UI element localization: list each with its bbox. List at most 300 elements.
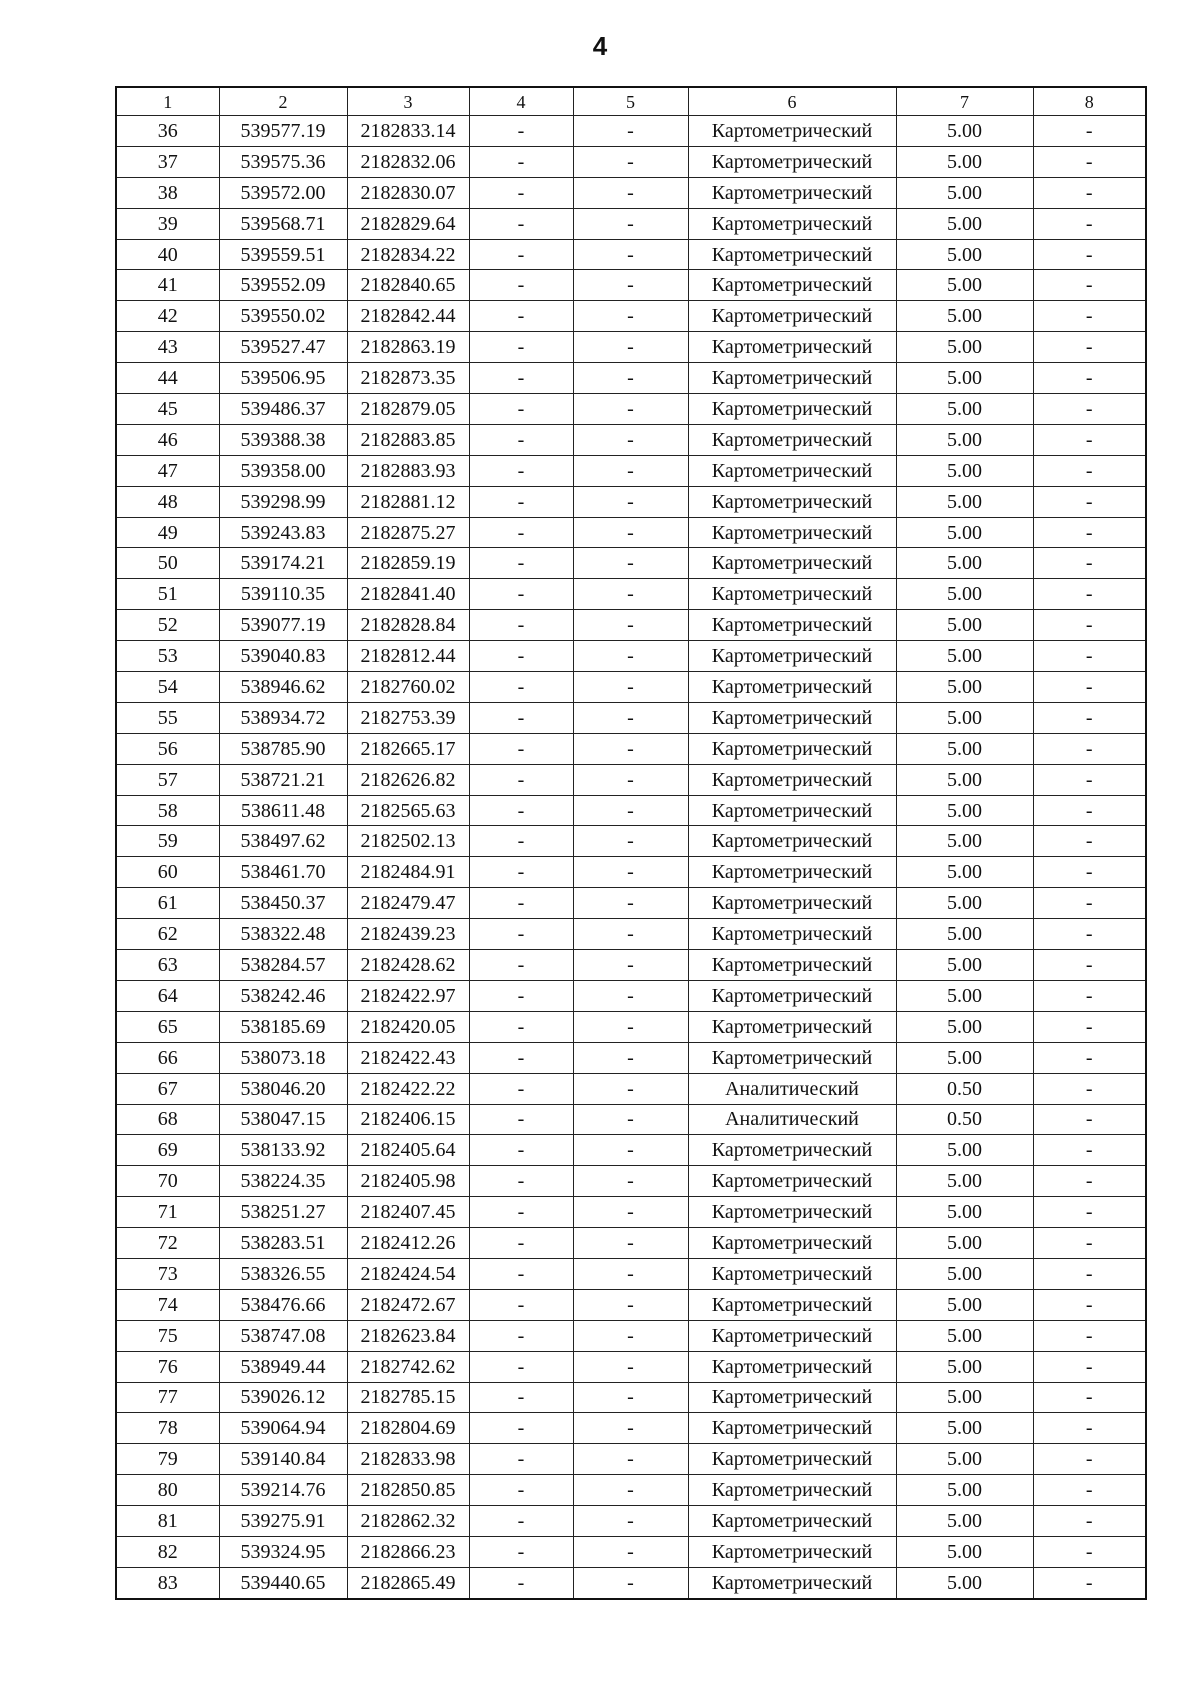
table-cell-col-1: 60 [116, 857, 219, 888]
table-cell-col-3: 2182422.22 [347, 1073, 469, 1104]
table-cell-col-1: 48 [116, 486, 219, 517]
table-cell-col-8: - [1033, 1351, 1146, 1382]
table-cell-col-5: - [573, 146, 688, 177]
table-cell-col-6: Картометрический [688, 672, 896, 703]
table-cell-col-8: - [1033, 517, 1146, 548]
table-row [116, 332, 1146, 363]
table-cell-col-5: - [573, 1506, 688, 1537]
table-cell-col-7: 0.50 [896, 1104, 1033, 1135]
table-cell-col-5: - [573, 239, 688, 270]
table-cell-col-5: - [573, 888, 688, 919]
table-cell-col-1: 80 [116, 1475, 219, 1506]
table-cell-col-4: - [469, 795, 573, 826]
table-row [116, 672, 1146, 703]
table-cell-col-5: - [573, 424, 688, 455]
table-cell-col-3: 2182863.19 [347, 332, 469, 363]
table-row [116, 301, 1146, 332]
table-cell-col-7: 5.00 [896, 270, 1033, 301]
table-cell-col-7: 5.00 [896, 177, 1033, 208]
table-row [116, 1413, 1146, 1444]
table-cell-col-3: 2182875.27 [347, 517, 469, 548]
table-cell-col-4: - [469, 641, 573, 672]
table-cell-col-4: - [469, 1320, 573, 1351]
table-cell-col-8: - [1033, 1413, 1146, 1444]
table-cell-col-5: - [573, 486, 688, 517]
table-cell-col-3: 2182422.97 [347, 980, 469, 1011]
table-cell-col-7: 5.00 [896, 980, 1033, 1011]
table-cell-col-5: - [573, 1382, 688, 1413]
table-cell-col-1: 38 [116, 177, 219, 208]
table-cell-col-2: 539388.38 [219, 424, 347, 455]
table-cell-col-4: - [469, 1228, 573, 1259]
table-cell-col-3: 2182842.44 [347, 301, 469, 332]
table-cell-col-6: Картометрический [688, 1506, 896, 1537]
table-cell-col-6: Картометрический [688, 1475, 896, 1506]
table-cell-col-2: 539572.00 [219, 177, 347, 208]
table-cell-col-3: 2182883.85 [347, 424, 469, 455]
table-cell-col-5: - [573, 702, 688, 733]
table-cell-col-3: 2182840.65 [347, 270, 469, 301]
table-cell-col-2: 538047.15 [219, 1104, 347, 1135]
table-cell-col-2: 539568.71 [219, 208, 347, 239]
table-cell-col-5: - [573, 1104, 688, 1135]
table-cell-col-7: 5.00 [896, 1444, 1033, 1475]
table-cell-col-2: 539506.95 [219, 363, 347, 394]
table-row [116, 1073, 1146, 1104]
table-cell-col-6: Картометрический [688, 1567, 896, 1598]
table-cell-col-2: 539243.83 [219, 517, 347, 548]
table-cell-col-4: - [469, 1413, 573, 1444]
table-cell-col-1: 51 [116, 579, 219, 610]
table-cell-col-3: 2182841.40 [347, 579, 469, 610]
table-cell-col-1: 81 [116, 1506, 219, 1537]
table-cell-col-1: 47 [116, 455, 219, 486]
table-cell-col-2: 538949.44 [219, 1351, 347, 1382]
table-row [116, 1135, 1146, 1166]
table-cell-col-3: 2182665.17 [347, 733, 469, 764]
table-cell-col-7: 5.00 [896, 1197, 1033, 1228]
table-cell-col-7: 5.00 [896, 641, 1033, 672]
table-cell-col-2: 538283.51 [219, 1228, 347, 1259]
table-cell-col-7: 5.00 [896, 301, 1033, 332]
table-cell-col-5: - [573, 1011, 688, 1042]
table-cell-col-7: 5.00 [896, 1042, 1033, 1073]
table-cell-col-1: 77 [116, 1382, 219, 1413]
table-cell-col-8: - [1033, 1506, 1146, 1537]
table-row [116, 1258, 1146, 1289]
table-row [116, 702, 1146, 733]
table-cell-col-1: 67 [116, 1073, 219, 1104]
table-cell-col-5: - [573, 672, 688, 703]
table-cell-col-4: - [469, 424, 573, 455]
table-cell-col-1: 43 [116, 332, 219, 363]
table-cell-col-3: 2182873.35 [347, 363, 469, 394]
table-cell-col-1: 65 [116, 1011, 219, 1042]
table-cell-col-7: 5.00 [896, 455, 1033, 486]
table-cell-col-7: 5.00 [896, 332, 1033, 363]
table-cell-col-5: - [573, 1444, 688, 1475]
table-cell-col-7: 5.00 [896, 517, 1033, 548]
table-cell-col-1: 66 [116, 1042, 219, 1073]
table-cell-col-3: 2182428.62 [347, 950, 469, 981]
table-cell-col-2: 538476.66 [219, 1289, 347, 1320]
table-cell-col-7: 5.00 [896, 733, 1033, 764]
table-cell-col-6: Картометрический [688, 1258, 896, 1289]
table-row [116, 579, 1146, 610]
table-cell-col-4: - [469, 270, 573, 301]
table-cell-col-3: 2182742.62 [347, 1351, 469, 1382]
table-cell-col-1: 46 [116, 424, 219, 455]
table-cell-col-4: - [469, 332, 573, 363]
table-cell-col-8: - [1033, 177, 1146, 208]
table-cell-col-5: - [573, 1567, 688, 1598]
table-cell-col-7: 5.00 [896, 394, 1033, 425]
table-cell-col-6: Картометрический [688, 486, 896, 517]
table-cell-col-8: - [1033, 363, 1146, 394]
table-cell-col-3: 2182859.19 [347, 548, 469, 579]
table-cell-col-4: - [469, 1042, 573, 1073]
table-cell-col-4: - [469, 1567, 573, 1598]
table-cell-col-7: 5.00 [896, 1536, 1033, 1567]
table-cell-col-8: - [1033, 239, 1146, 270]
table-cell-col-1: 50 [116, 548, 219, 579]
table-cell-col-6: Картометрический [688, 1351, 896, 1382]
table-cell-col-5: - [573, 1536, 688, 1567]
table-cell-col-2: 539559.51 [219, 239, 347, 270]
table-cell-col-5: - [573, 548, 688, 579]
table-cell-col-5: - [573, 1413, 688, 1444]
table-cell-col-4: - [469, 672, 573, 703]
table-cell-col-4: - [469, 548, 573, 579]
table-cell-col-7: 5.00 [896, 1135, 1033, 1166]
table-cell-col-2: 538046.20 [219, 1073, 347, 1104]
table-cell-col-7: 5.00 [896, 857, 1033, 888]
table-cell-col-7: 5.00 [896, 116, 1033, 147]
table-cell-col-8: - [1033, 1166, 1146, 1197]
table-cell-col-8: - [1033, 1258, 1146, 1289]
table-cell-col-3: 2182407.45 [347, 1197, 469, 1228]
table-cell-col-3: 2182623.84 [347, 1320, 469, 1351]
table-row [116, 1042, 1146, 1073]
table-cell-col-7: 5.00 [896, 1258, 1033, 1289]
table-row [116, 950, 1146, 981]
table-row [116, 764, 1146, 795]
table-cell-col-4: - [469, 146, 573, 177]
table-cell-col-7: 5.00 [896, 1289, 1033, 1320]
table-cell-col-3: 2182834.22 [347, 239, 469, 270]
table-cell-col-6: Картометрический [688, 1289, 896, 1320]
table-cell-col-4: - [469, 239, 573, 270]
table-cell-col-1: 49 [116, 517, 219, 548]
table-row [116, 857, 1146, 888]
table-cell-col-6: Картометрический [688, 517, 896, 548]
table-cell-col-4: - [469, 610, 573, 641]
table-cell-col-7: 5.00 [896, 672, 1033, 703]
table-row [116, 486, 1146, 517]
table-cell-col-3: 2182420.05 [347, 1011, 469, 1042]
table-cell-col-3: 2182785.15 [347, 1382, 469, 1413]
table-cell-col-3: 2182424.54 [347, 1258, 469, 1289]
table-cell-col-8: - [1033, 1536, 1146, 1567]
table-cell-col-2: 538224.35 [219, 1166, 347, 1197]
table-cell-col-5: - [573, 1197, 688, 1228]
table-cell-col-4: - [469, 208, 573, 239]
table-cell-col-8: - [1033, 548, 1146, 579]
table-header [116, 87, 1146, 116]
table-row [116, 1197, 1146, 1228]
table-cell-col-8: - [1033, 980, 1146, 1011]
table-cell-col-1: 75 [116, 1320, 219, 1351]
table-cell-col-8: - [1033, 610, 1146, 641]
table-cell-col-8: - [1033, 455, 1146, 486]
table-cell-col-8: - [1033, 888, 1146, 919]
table-cell-col-3: 2182405.64 [347, 1135, 469, 1166]
table-cell-col-4: - [469, 1475, 573, 1506]
table-cell-col-6: Картометрический [688, 455, 896, 486]
table-cell-col-1: 40 [116, 239, 219, 270]
table-cell-col-2: 538934.72 [219, 702, 347, 733]
table-cell-col-6: Картометрический [688, 301, 896, 332]
table-cell-col-2: 539174.21 [219, 548, 347, 579]
table-cell-col-1: 72 [116, 1228, 219, 1259]
table-cell-col-7: 5.00 [896, 1567, 1033, 1598]
table-cell-col-6: Картометрический [688, 579, 896, 610]
table-cell-col-6: Картометрический [688, 1166, 896, 1197]
table-cell-col-1: 68 [116, 1104, 219, 1135]
table-cell-col-1: 54 [116, 672, 219, 703]
table-cell-col-2: 538322.48 [219, 919, 347, 950]
table-cell-col-6: Картометрический [688, 888, 896, 919]
table-cell-col-7: 5.00 [896, 363, 1033, 394]
table-cell-col-2: 539040.83 [219, 641, 347, 672]
table-cell-col-1: 78 [116, 1413, 219, 1444]
table-cell-col-2: 539298.99 [219, 486, 347, 517]
table-cell-col-3: 2182862.32 [347, 1506, 469, 1537]
table-cell-col-3: 2182828.84 [347, 610, 469, 641]
table-cell-col-8: - [1033, 1444, 1146, 1475]
table-cell-col-1: 76 [116, 1351, 219, 1382]
table-cell-col-8: - [1033, 1567, 1146, 1598]
table-cell-col-7: 5.00 [896, 1475, 1033, 1506]
table-cell-col-5: - [573, 826, 688, 857]
table-cell-col-5: - [573, 177, 688, 208]
table-cell-col-2: 539275.91 [219, 1506, 347, 1537]
table-cell-col-5: - [573, 857, 688, 888]
table-cell-col-7: 5.00 [896, 888, 1033, 919]
table-cell-col-5: - [573, 517, 688, 548]
table-cell-col-8: - [1033, 1228, 1146, 1259]
table-cell-col-7: 5.00 [896, 1506, 1033, 1537]
table-cell-col-5: - [573, 363, 688, 394]
table-cell-col-5: - [573, 1351, 688, 1382]
table-cell-col-2: 539575.36 [219, 146, 347, 177]
table-cell-col-8: - [1033, 1197, 1146, 1228]
table-cell-col-6: Картометрический [688, 146, 896, 177]
table-cell-col-3: 2182626.82 [347, 764, 469, 795]
table-cell-col-7: 5.00 [896, 702, 1033, 733]
table-cell-col-8: - [1033, 672, 1146, 703]
table-cell-col-7: 5.00 [896, 950, 1033, 981]
table-cell-col-1: 44 [116, 363, 219, 394]
table-cell-col-3: 2182812.44 [347, 641, 469, 672]
table-cell-col-8: - [1033, 1475, 1146, 1506]
table-row [116, 1166, 1146, 1197]
table-cell-col-2: 538461.70 [219, 857, 347, 888]
table-cell-col-7: 5.00 [896, 146, 1033, 177]
table-cell-col-1: 83 [116, 1567, 219, 1598]
table-cell-col-6: Картометрический [688, 610, 896, 641]
header-row [116, 87, 1146, 116]
table-cell-col-7: 5.00 [896, 764, 1033, 795]
table-cell-col-1: 58 [116, 795, 219, 826]
table-cell-col-6: Картометрический [688, 1135, 896, 1166]
table-row [116, 1567, 1146, 1598]
table-cell-col-2: 538133.92 [219, 1135, 347, 1166]
table-cell-col-2: 538251.27 [219, 1197, 347, 1228]
table-cell-col-1: 61 [116, 888, 219, 919]
table-cell-col-4: - [469, 1351, 573, 1382]
column-header-5: 5 [573, 87, 688, 116]
column-header-3: 3 [347, 87, 469, 116]
table-cell-col-2: 538946.62 [219, 672, 347, 703]
table-cell-col-5: - [573, 1320, 688, 1351]
table-cell-col-8: - [1033, 332, 1146, 363]
table-cell-col-8: - [1033, 424, 1146, 455]
table-cell-col-2: 539577.19 [219, 116, 347, 147]
table-cell-col-8: - [1033, 764, 1146, 795]
table-cell-col-3: 2182830.07 [347, 177, 469, 208]
table-cell-col-5: - [573, 1289, 688, 1320]
table-cell-col-2: 539486.37 [219, 394, 347, 425]
table-cell-col-4: - [469, 579, 573, 610]
table-cell-col-7: 5.00 [896, 1011, 1033, 1042]
table-cell-col-7: 5.00 [896, 826, 1033, 857]
table-cell-col-3: 2182804.69 [347, 1413, 469, 1444]
table-cell-col-6: Картометрический [688, 548, 896, 579]
table-cell-col-1: 37 [116, 146, 219, 177]
table-cell-col-1: 42 [116, 301, 219, 332]
table-cell-col-3: 2182850.85 [347, 1475, 469, 1506]
table-cell-col-3: 2182439.23 [347, 919, 469, 950]
column-header-2: 2 [219, 87, 347, 116]
table-row [116, 548, 1146, 579]
table-cell-col-2: 538747.08 [219, 1320, 347, 1351]
table-cell-col-3: 2182406.15 [347, 1104, 469, 1135]
table-cell-col-5: - [573, 579, 688, 610]
table-cell-col-1: 36 [116, 116, 219, 147]
table-cell-col-5: - [573, 1073, 688, 1104]
table-cell-col-7: 5.00 [896, 208, 1033, 239]
table-cell-col-6: Картометрический [688, 733, 896, 764]
table-cell-col-4: - [469, 363, 573, 394]
table-cell-col-6: Картометрический [688, 424, 896, 455]
table-cell-col-7: 5.00 [896, 1382, 1033, 1413]
page-number: 4 [592, 31, 608, 61]
table-cell-col-1: 82 [116, 1536, 219, 1567]
table-cell-col-8: - [1033, 1073, 1146, 1104]
table-cell-col-7: 0.50 [896, 1073, 1033, 1104]
table-cell-col-1: 56 [116, 733, 219, 764]
table-cell-col-1: 59 [116, 826, 219, 857]
table-row [116, 363, 1146, 394]
table-cell-col-5: - [573, 455, 688, 486]
table-cell-col-4: - [469, 1135, 573, 1166]
table-cell-col-4: - [469, 1258, 573, 1289]
table-cell-col-6: Картометрический [688, 363, 896, 394]
table-cell-col-7: 5.00 [896, 1413, 1033, 1444]
table-cell-col-1: 41 [116, 270, 219, 301]
table-cell-col-4: - [469, 455, 573, 486]
table-cell-col-3: 2182866.23 [347, 1536, 469, 1567]
table-cell-col-2: 538326.55 [219, 1258, 347, 1289]
table-cell-col-8: - [1033, 826, 1146, 857]
column-header-7: 7 [896, 87, 1033, 116]
table-cell-col-6: Картометрический [688, 795, 896, 826]
table-cell-col-6: Картометрический [688, 239, 896, 270]
table-cell-col-8: - [1033, 579, 1146, 610]
table-cell-col-3: 2182829.64 [347, 208, 469, 239]
table-cell-col-6: Картометрический [688, 1320, 896, 1351]
table-cell-col-5: - [573, 301, 688, 332]
table-row [116, 1104, 1146, 1135]
table-row [116, 1320, 1146, 1351]
table-cell-col-2: 539064.94 [219, 1413, 347, 1444]
table-cell-col-1: 74 [116, 1289, 219, 1320]
table-cell-col-4: - [469, 857, 573, 888]
table-cell-col-4: - [469, 826, 573, 857]
table-cell-col-8: - [1033, 116, 1146, 147]
table-cell-col-7: 5.00 [896, 486, 1033, 517]
table-cell-col-1: 57 [116, 764, 219, 795]
table-cell-col-5: - [573, 950, 688, 981]
table-cell-col-3: 2182865.49 [347, 1567, 469, 1598]
table-cell-col-8: - [1033, 1104, 1146, 1135]
table-cell-col-4: - [469, 1104, 573, 1135]
table-cell-col-5: - [573, 1258, 688, 1289]
table-row [116, 1011, 1146, 1042]
table-cell-col-4: - [469, 486, 573, 517]
table-cell-col-6: Картометрический [688, 1042, 896, 1073]
table-cell-col-4: - [469, 1073, 573, 1104]
table-cell-col-4: - [469, 980, 573, 1011]
table-cell-col-8: - [1033, 919, 1146, 950]
table-cell-col-7: 5.00 [896, 1166, 1033, 1197]
table-cell-col-5: - [573, 610, 688, 641]
table-cell-col-6: Картометрический [688, 116, 896, 147]
table-row [116, 517, 1146, 548]
table-row [116, 1475, 1146, 1506]
table-cell-col-8: - [1033, 1320, 1146, 1351]
table-cell-col-1: 69 [116, 1135, 219, 1166]
table-cell-col-6: Картометрический [688, 1536, 896, 1567]
table-cell-col-2: 539527.47 [219, 332, 347, 363]
table-cell-col-6: Картометрический [688, 764, 896, 795]
table-body [116, 116, 1146, 1599]
column-header-6: 6 [688, 87, 896, 116]
table-cell-col-3: 2182753.39 [347, 702, 469, 733]
table-cell-col-3: 2182833.14 [347, 116, 469, 147]
column-header-4: 4 [469, 87, 573, 116]
table-cell-col-6: Картометрический [688, 394, 896, 425]
table-row [116, 888, 1146, 919]
table-cell-col-4: - [469, 394, 573, 425]
table-cell-col-6: Аналитический [688, 1073, 896, 1104]
table-cell-col-3: 2182832.06 [347, 146, 469, 177]
table-cell-col-5: - [573, 919, 688, 950]
table-cell-col-6: Картометрический [688, 950, 896, 981]
table-cell-col-4: - [469, 116, 573, 147]
table-cell-col-5: - [573, 733, 688, 764]
